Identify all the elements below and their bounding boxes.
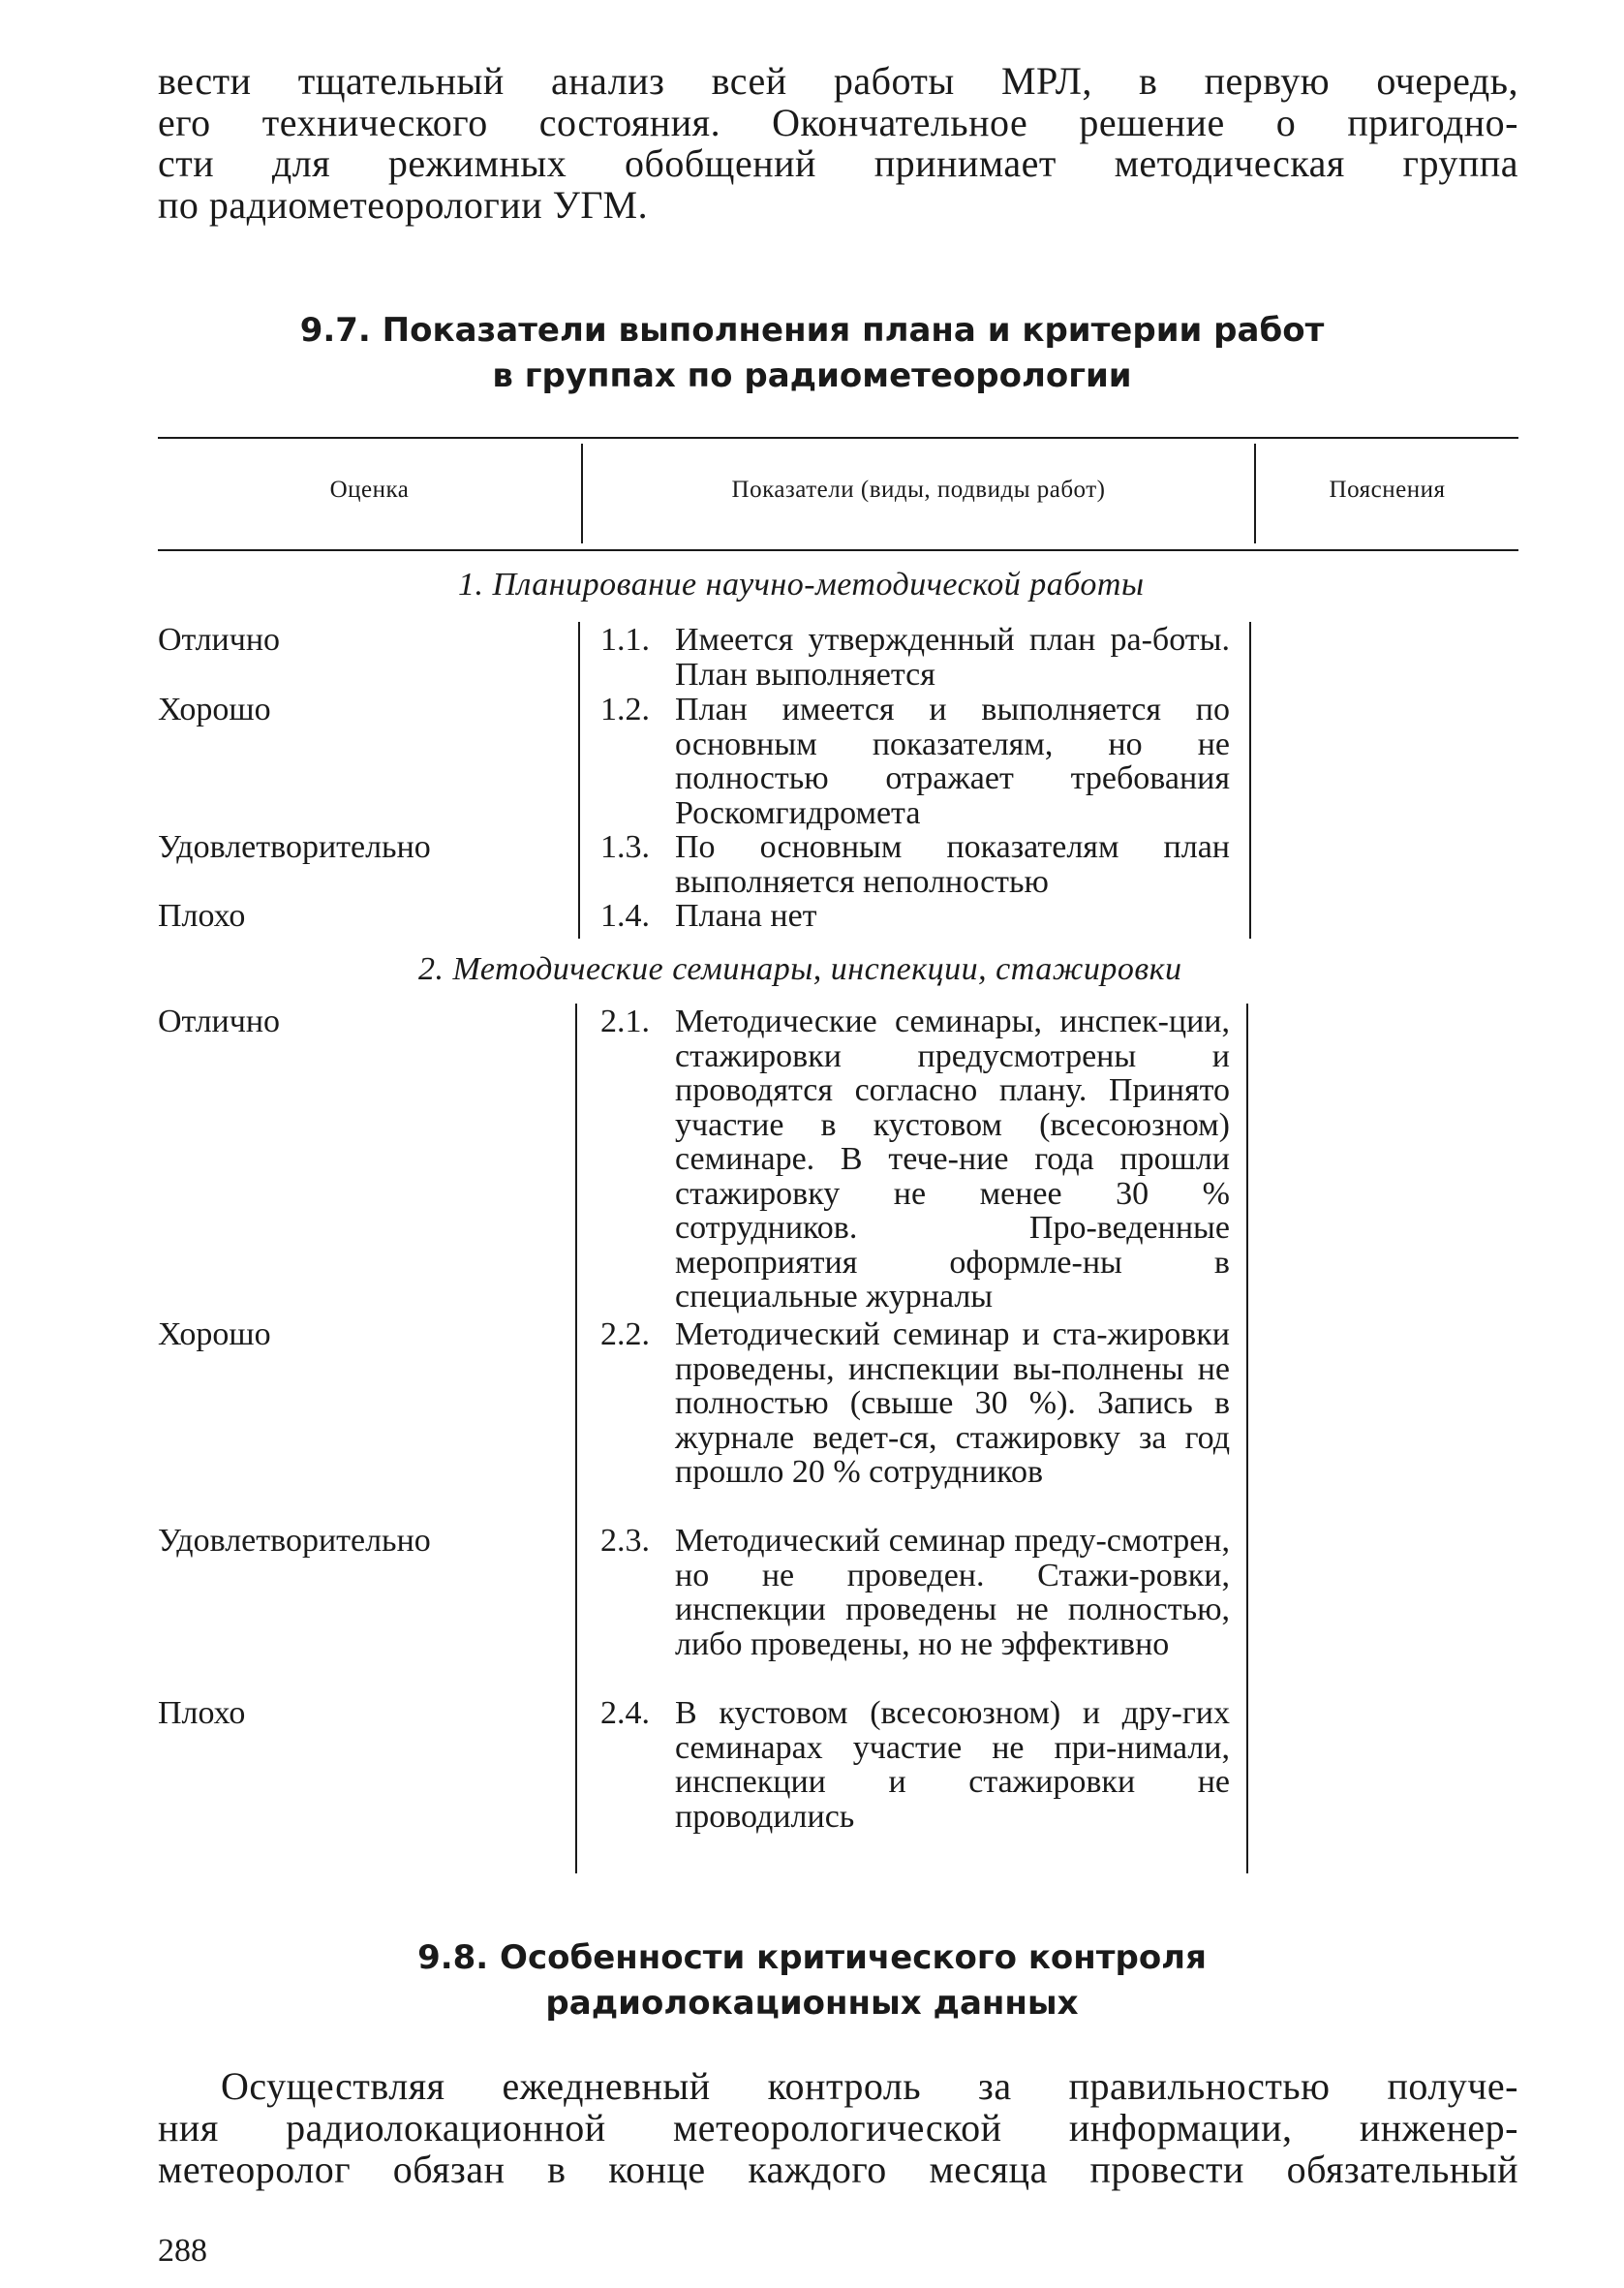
page-number: 288 (158, 2233, 207, 2269)
outro-line-1: Осуществляя ежедневный контроль за правильностью получе- (221, 2064, 1518, 2108)
indicator-text: План имеется и выполняется по основным показателям, но не полностью отражает требования Роскомгидромета (675, 692, 1230, 831)
indicator-1-3 (600, 830, 1230, 899)
section-heading-9-7-line-2: в группах по радиометеорологии (492, 356, 1132, 395)
table-section-title-2: 2. Методические семинары, инспекции, стажировки (418, 951, 1182, 987)
grade-2-3: Удовлетворительно (158, 1523, 431, 1559)
section-1-divider-left (578, 622, 580, 939)
indicator-2-2 (600, 1317, 1230, 1490)
column-header-grade: Оценка (329, 477, 410, 503)
indicator-text: Методические семинары, инспек-ции, стажировки предусмотрены и проводятся согласно плану. Принято участие в кустовом (всесоюзном) семинаре. В тече-ние года прошли стажировку не менее 30 % сотрудников. Про-веденные мероприятия оформле-ны в специальные журналы (675, 1004, 1230, 1314)
intro-line-1: вести тщательный анализ всей работы МРЛ, в первую очередь, (158, 59, 1518, 103)
indicator-text: Методический семинар преду-смотрен, но не проведен. Стажи-ровки, инспекции проведены не полностью, либо проведены, но не эффективно (675, 1523, 1230, 1662)
grade-1-1: Отлично (158, 622, 281, 658)
table-header-rule (158, 549, 1518, 551)
grade-2-1: Отлично (158, 1004, 281, 1039)
indicator-text: По основным показателям план выполняется неполностью (675, 829, 1230, 900)
indicator-number: 2.2. (600, 1316, 650, 1352)
grade-1-3: Удовлетворительно (158, 829, 431, 865)
indicator-number: 2.3. (600, 1523, 650, 1559)
indicator-number: 2.4. (600, 1695, 650, 1731)
intro-line-4: по радиометеорологии УГМ. (158, 183, 649, 227)
indicator-number: 1.1. (600, 622, 650, 658)
table-section-title-1: 1. Планирование научно-методической работы (458, 567, 1145, 603)
indicator-1-4 (600, 899, 1230, 934)
intro-line-2: его технического состояния. Окончательное решение о пригодно- (158, 101, 1518, 144)
grade-2-4: Плохо (158, 1695, 246, 1731)
indicator-text: Имеется утвержденный план ра-боты. План выполняется (675, 622, 1230, 693)
indicator-text: В кустовом (всесоюзном) и дру-гих семинарах участие не при-нимали, инспекции и стажировки не проводились (675, 1695, 1230, 1835)
indicator-1-1 (600, 623, 1230, 692)
column-header-notes: Пояснения (1329, 477, 1446, 503)
section-2-divider-left (575, 1004, 577, 1873)
indicator-2-3 (600, 1524, 1230, 1661)
section-1-divider-right (1249, 622, 1251, 939)
grade-1-4: Плохо (158, 898, 246, 934)
grade-2-2: Хорошо (158, 1316, 271, 1352)
table-top-rule (158, 437, 1518, 439)
indicator-number: 2.1. (600, 1004, 650, 1039)
outro-line-2: ния радиолокационной метеорологической информации, инженер- (158, 2106, 1518, 2149)
indicator-number: 1.2. (600, 692, 650, 727)
intro-line-3: сти для режимных обобщений принимает методическая группа (158, 141, 1518, 185)
indicator-text: Плана нет (675, 898, 817, 934)
indicator-text: Методический семинар и ста-жировки проведены, инспекции вы-полнены не полностью (свыше 30 %). Запись в журнале ведет-ся, стажировку за год прошло 20 % сотрудников (675, 1316, 1230, 1490)
indicator-2-4 (600, 1696, 1230, 1834)
indicator-number: 1.4. (600, 898, 650, 934)
indicator-1-2 (600, 693, 1230, 830)
section-heading-9-8-line-1: 9.8. Особенности критического контроля (417, 1938, 1207, 1977)
section-2-divider-right (1246, 1004, 1248, 1873)
column-header-indicators: Показатели (виды, подвиды работ) (731, 477, 1106, 503)
grade-1-2: Хорошо (158, 692, 271, 727)
outro-line-3: метеоролог обязан в конце каждого месяца провести обязательный (158, 2148, 1518, 2191)
indicator-number: 1.3. (600, 829, 650, 865)
indicator-2-1 (600, 1005, 1230, 1314)
section-heading-9-7-line-1: 9.7. Показатели выполнения плана и критерии работ (299, 311, 1325, 350)
section-heading-9-8-line-2: радиолокационных данных (545, 1984, 1079, 2023)
